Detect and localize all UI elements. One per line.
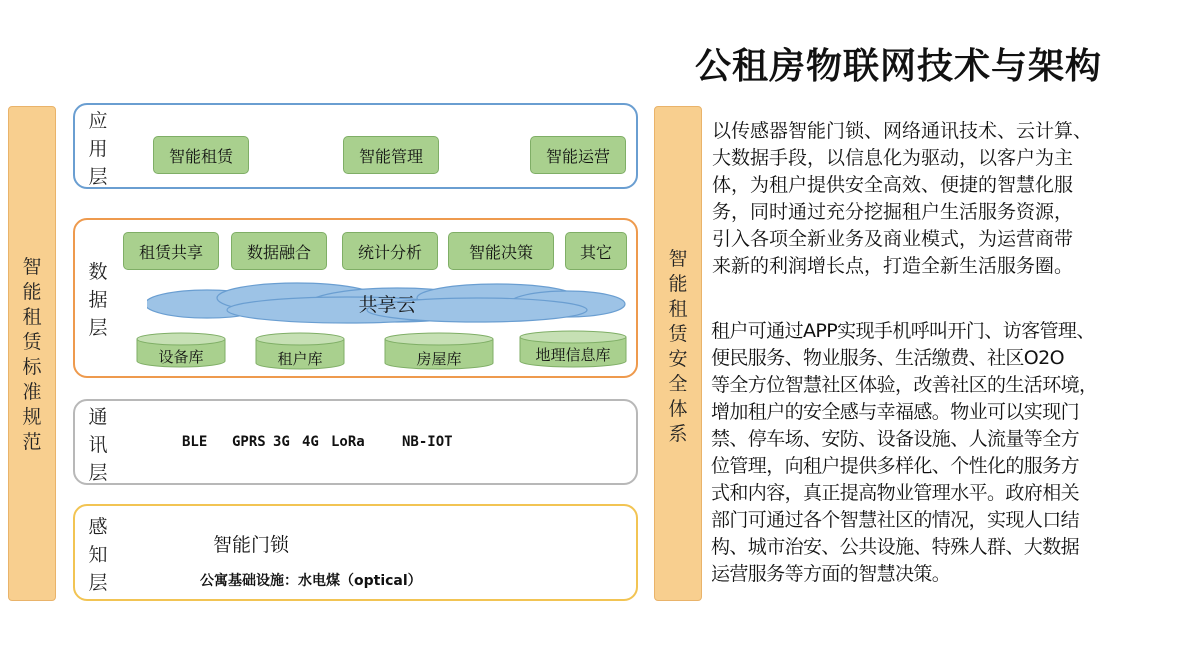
statistical-analysis-button[interactable]: 统计分析 [342,232,438,270]
perception-layer-label: 感 知 层 [88,516,108,594]
protocol-ble: BLE [182,434,208,450]
infrastructure-text: 公寓基础设施：水电煤（optical） [200,573,422,589]
cloud-label: 共享云 [358,294,416,316]
data-layer-label: 数 据 层 [88,261,108,339]
data-fusion-button[interactable]: 数据融合 [231,232,327,270]
communication-layer [73,399,638,485]
right-bar-text: 智 能 租 赁 安 全 体 系 [668,248,688,445]
database-geographic: 地理信息库 [519,330,627,368]
protocol-lora: LoRa [331,434,365,450]
left-bar-text: 智 能 租 赁 标 准 规 范 [22,256,42,453]
smart-rental-button[interactable]: 智能租赁 [153,136,249,174]
protocol-4g: 4G [302,434,319,450]
rental-sharing-button[interactable]: 租赁共享 [123,232,219,270]
protocol-nb-iot: NB-IOT [402,434,453,450]
right-security-bar [654,106,702,601]
communication-layer-label: 通 讯 层 [88,406,108,484]
database-devices: 设备库 [136,332,226,368]
protocol-3g: 3G [273,434,290,450]
detail-paragraph: 租户可通过APP实现手机呼叫开门、访客管理、 便民服务、物业服务、生活缴费、社区O2O 等全方位智慧社区体验，改善社区的生活环境， 增加租户的安全感与幸福感。物业可以实现门 禁、停车场、安防、设备设施、人流量等全方 位管理，向租户提供多样化、个性化的服务方 式和内容，真正提高物业管理水平。政府相关 部门可通过各个智慧社区的情况，实现人口结 构、城市治安、公共设施、特殊人群、大数据 运营服务等方面的智慧决策。 [711,320,1098,585]
shared-cloud [147,280,627,326]
smart-decision-button[interactable]: 智能决策 [448,232,554,270]
protocol-gprs: GPRS [232,434,266,450]
database-housing: 房屋库 [384,332,494,370]
smart-lock-text: 智能门锁 [213,534,290,556]
perception-layer [73,504,638,601]
left-standards-bar [8,106,56,601]
application-layer [73,103,638,189]
data-layer [73,218,638,378]
page-title: 公租房物联网技术与架构 [695,46,1103,87]
other-button[interactable]: 其它 [565,232,627,270]
intro-paragraph: 以传感器智能门锁、网络通讯技术、云计算、 大数据手段，以信息化为驱动，以客户为主 体，为租户提供安全高效、便捷的智慧化服 务，同时通过充分挖掘租户生活服务资源， 引入各项全新业务及商业模式，为运营商带 来新的利润增长点，打造全新生活服务圈。 [712,120,1093,277]
smart-operation-button[interactable]: 智能运营 [530,136,626,174]
database-tenants: 租户库 [255,332,345,370]
application-layer-label: 应 用 层 [88,110,108,188]
smart-management-button[interactable]: 智能管理 [343,136,439,174]
